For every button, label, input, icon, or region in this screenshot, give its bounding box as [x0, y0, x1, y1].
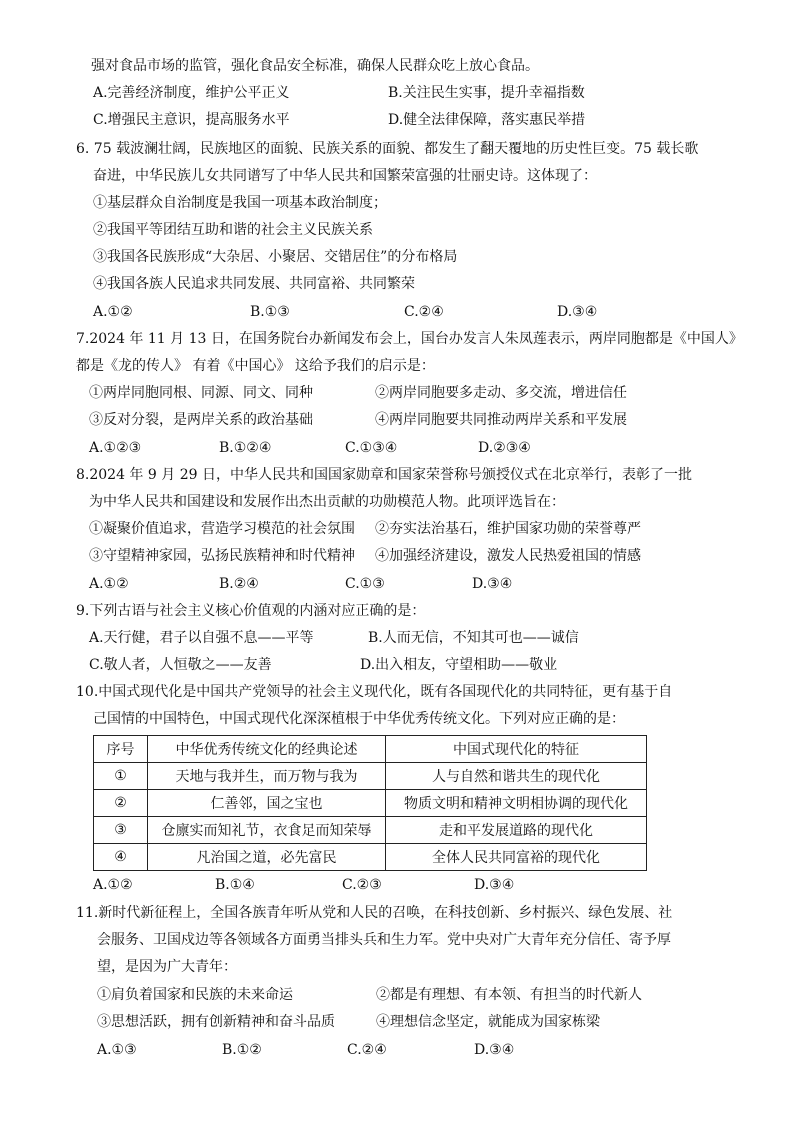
table-cell: 仁善邻，国之宝也 — [148, 790, 386, 817]
table-cell: 仓廪实而知礼节，衣食足而知荣辱 — [148, 817, 386, 844]
q6-item-4: ④我国各族人民追求共同发展、共同富裕、共同繁荣 — [93, 276, 415, 292]
q7-item-2: ②两岸同胞要多走动、多交流，增进信任 — [375, 385, 627, 401]
table-cell: 人与自然和谐共生的现代化 — [386, 763, 647, 790]
q8-option-b[interactable]: B.②④ — [219, 576, 259, 592]
q11-item-4: ④理想信念坚定，就能成为国家栋梁 — [376, 1014, 600, 1030]
q7-option-c[interactable]: C.①③④ — [345, 440, 398, 456]
q11-stem-line2: 会服务、卫国戍边等各领域各方面勇当排头兵和生力军。党中央对广大青年充分信任、寄予厚 — [97, 932, 671, 948]
q8-option-d[interactable]: D.③④ — [472, 576, 513, 592]
table-cell: 物质文明和精神文明相协调的现代化 — [386, 790, 647, 817]
q11-item-1: ①肩负着国家和民族的未来命运 — [97, 987, 293, 1003]
table-cell: ② — [94, 790, 148, 817]
q10-stem-line2: 己国情的中国特色，中国式现代化深深植根于中华优秀传统文化。下列对应正确的是： — [93, 711, 625, 727]
q8-option-a[interactable]: A.①② — [89, 576, 129, 592]
q6-stem-line1: 6. 75 载波澜壮阔，民族地区的面貌、民族关系的面貌、都发生了翻天覆地的历史性巨变。75 载长歌 — [76, 141, 699, 157]
q11-stem-line3: 望，是因为广大青年： — [97, 959, 237, 975]
q11-option-b[interactable]: B.①② — [222, 1042, 262, 1058]
table-row — [94, 790, 647, 817]
q5-stem: 强对食品市场的监管，强化食品安全标准，确保人民群众吃上放心食品。 — [91, 58, 539, 74]
table-header-cell: 中国式现代化的特征 — [386, 736, 647, 763]
q6-option-a[interactable]: A.①② — [93, 304, 133, 320]
q8-item-4: ④加强经济建设，激发人民热爱祖国的情感 — [375, 548, 641, 564]
q8-item-3: ③守望精神家园，弘扬民族精神和时代精神 — [89, 548, 355, 564]
q5-option-c[interactable]: C.增强民主意识，提高服务水平 — [93, 112, 290, 128]
table-cell: 天地与我并生，而万物与我为 — [148, 763, 386, 790]
q11-option-d[interactable]: D.③④ — [474, 1042, 515, 1058]
q10-stem-line1: 10.中国式现代化是中国共产党领导的社会主义现代化，既有各国现代化的共同特征，更有基于自 — [76, 684, 673, 700]
table-cell: 走和平发展道路的现代化 — [386, 817, 647, 844]
table-cell: ④ — [94, 844, 148, 871]
q9-option-d[interactable]: D.出入相友，守望相助——敬业 — [360, 657, 558, 673]
q10-option-b[interactable]: B.①④ — [215, 877, 255, 893]
q7-option-b[interactable]: B.①②④ — [219, 440, 272, 456]
table-row — [94, 817, 647, 844]
q5-option-d[interactable]: D.健全法律保障，落实惠民举措 — [388, 112, 586, 128]
table-header-cell: 序号 — [94, 736, 148, 763]
q7-item-4: ④两岸同胞要共同推动两岸关系和平发展 — [375, 412, 627, 428]
q11-item-2: ②都是有理想、有本领、有担当的时代新人 — [376, 987, 642, 1003]
q9-option-b[interactable]: B.人而无信，不知其可也——诚信 — [368, 630, 579, 646]
table-header-row — [94, 736, 647, 763]
q6-item-3: ③我国各民族形成“大杂居、小聚居、交错居住”的分布格局 — [93, 249, 458, 265]
table-cell: ① — [94, 763, 148, 790]
q11-stem-line1: 11.新时代新征程上，全国各族青年听从党和人民的召唤，在科技创新、乡村振兴、绿色发展、社 — [76, 905, 673, 921]
table-row — [94, 763, 647, 790]
q11-option-c[interactable]: C.②④ — [347, 1042, 387, 1058]
q6-item-1: ①基层群众自治制度是我国一项基本政治制度； — [93, 195, 387, 211]
q6-stem-line2: 奋进，中华民族儿女共同谱写了中华人民共和国繁荣富强的壮丽史诗。这体现了： — [93, 168, 597, 184]
q10-option-d[interactable]: D.③④ — [474, 877, 515, 893]
table-cell: ③ — [94, 817, 148, 844]
q7-stem-line2: 都是《龙的传人》 有着《中国心》 这给予我们的启示是： — [76, 358, 435, 374]
q6-option-b[interactable]: B.①③ — [250, 304, 290, 320]
table-cell: 全体人民共同富裕的现代化 — [386, 844, 647, 871]
q10-option-a[interactable]: A.①② — [93, 877, 133, 893]
q8-stem-line1: 8.2024 年 9 月 29 日，中华人民共和国国家勋章和国家荣誉称号颁授仪式在北京举行，表彰了一批 — [76, 467, 692, 483]
table-cell: 凡治国之道，必先富民 — [148, 844, 386, 871]
q5-option-b[interactable]: B.关注民生实事，提升幸福指数 — [388, 85, 585, 101]
q6-option-d[interactable]: D.③④ — [557, 304, 598, 320]
table-row — [94, 844, 647, 871]
q9-stem: 9.下列古语与社会主义核心价值观的内涵对应正确的是： — [76, 603, 426, 619]
q11-item-3: ③思想活跃，拥有创新精神和奋斗品质 — [97, 1014, 335, 1030]
q7-item-3: ③反对分裂，是两岸关系的政治基础 — [89, 412, 313, 428]
q10-option-c[interactable]: C.②③ — [342, 877, 382, 893]
q10-comparison-table — [93, 735, 647, 871]
q6-item-2: ②我国平等团结互助和谐的社会主义民族关系 — [93, 222, 373, 238]
q5-option-a[interactable]: A.完善经济制度，维护公平正义 — [93, 85, 290, 101]
q7-stem-line1: 7.2024 年 11 月 13 日，在国务院台办新闻发布会上，国台办发言人朱凤莲表示，两岸同胞都是《中国人》 — [76, 331, 743, 347]
q8-option-c[interactable]: C.①③ — [345, 576, 385, 592]
q7-item-1: ①两岸同胞同根、同源、同文、同种 — [89, 385, 313, 401]
q8-stem-line2: 为中华人民共和国建设和发展作出杰出贡献的功勋模范人物。此项评选旨在： — [89, 494, 565, 510]
q8-item-1: ①凝聚价值追求，营造学习模范的社会氛围 — [89, 521, 355, 537]
q9-option-c[interactable]: C.敬人者，人恒敬之——友善 — [89, 657, 272, 673]
q9-option-a[interactable]: A.天行健，君子以自强不息——平等 — [89, 630, 314, 646]
q11-option-a[interactable]: A.①③ — [97, 1042, 137, 1058]
q7-option-d[interactable]: D.②③④ — [478, 440, 531, 456]
q7-option-a[interactable]: A.①②③ — [89, 440, 142, 456]
q8-item-2: ②夯实法治基石，维护国家功勋的荣誉尊严 — [375, 521, 641, 537]
q6-option-c[interactable]: C.②④ — [404, 304, 444, 320]
table-header-cell: 中华优秀传统文化的经典论述 — [148, 736, 386, 763]
